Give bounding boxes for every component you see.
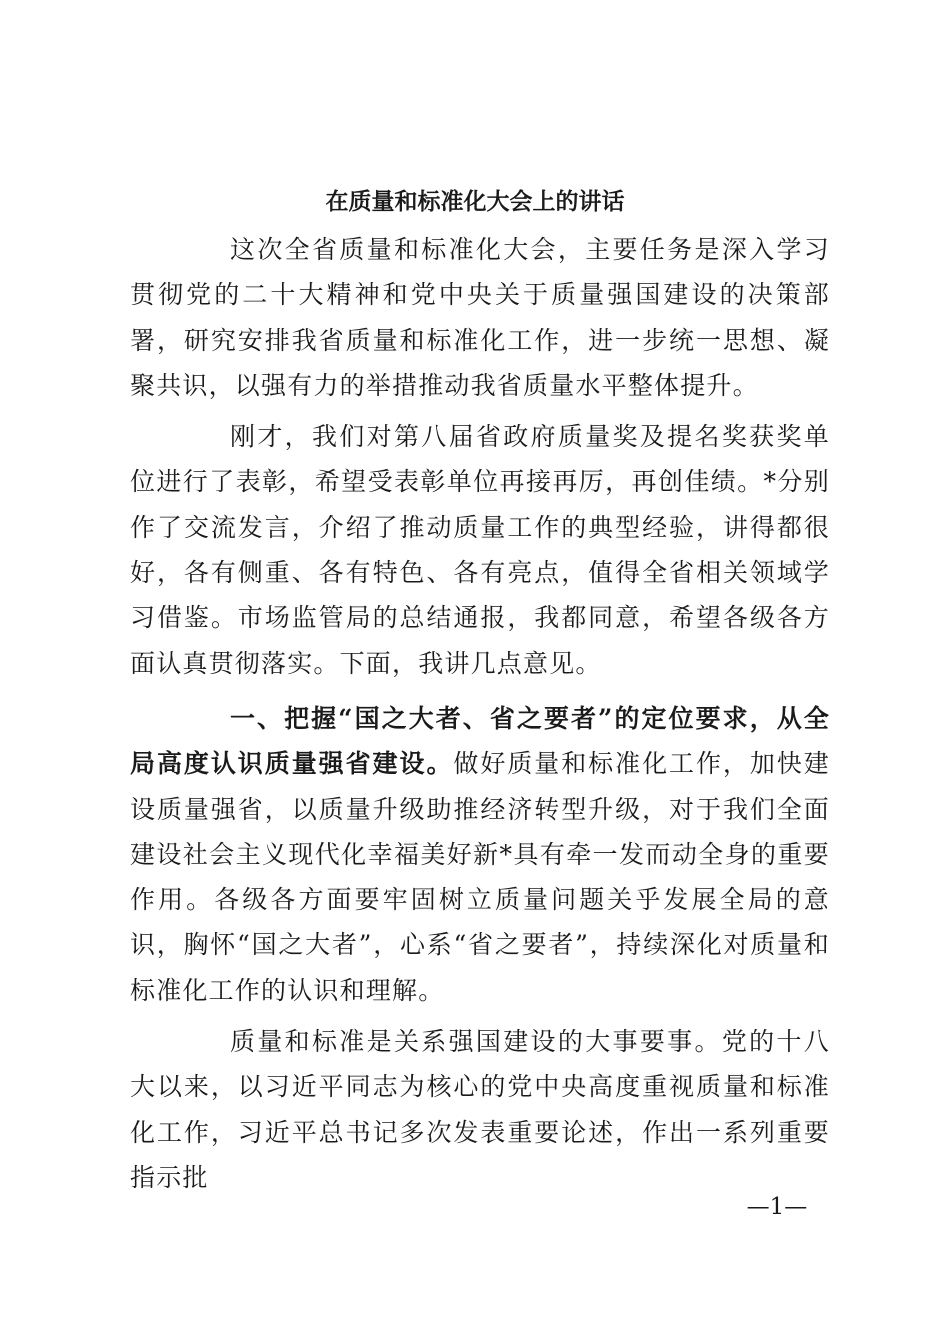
paragraph-1 xyxy=(130,227,830,408)
document-title: 在质量和标准化大会上的讲话 xyxy=(325,188,625,215)
paragraph-2 xyxy=(130,414,830,686)
paragraph-4-text: 质量和标准是关系强国建设的大事要事。党的十八大以来，以习近平同志为核心的党中央高度重视质量和标准化工作，习近平总书记多次发表重要论述，作出一系列重要指示批 xyxy=(130,1027,830,1192)
paragraph-2-text: 刚才，我们对第八届省政府质量奖及提名奖获奖单位进行了表彰，希望受表彰单位再接再厉，再创佳绩。*分别作了交流发言，介绍了推动质量工作的典型经验，讲得都很好，各有侧重、各有特色、各有亮点，值得全省相关领域学习借鉴。市场监管局的总结通报，我都同意，希望各级各方面认真贯彻落实。下面，我讲几点意见。 xyxy=(130,422,830,678)
paragraph-1-text: 这次全省质量和标准化大会，主要任务是深入学习贯彻党的二十大精神和党中央关于质量强国建设的决策部署，研究安排我省质量和标准化工作，进一步统一思想、凝聚共识，以强有力的举措推动我省质量水平整体提升。 xyxy=(130,235,830,400)
page-number: —1— xyxy=(746,1194,808,1220)
paragraph-4 xyxy=(130,1019,830,1200)
section-heading-1: 一、把握“国之大者、省之要者”的定位要求，从全局高度认识质量强省建设。 xyxy=(130,703,830,779)
paragraph-3-text: 做好质量和标准化工作，加快建设质量强省，以质量升级助推经济转型升级，对于我们全面建设社会主义现代化幸福美好新*具有牵一发而动全身的重要作用。各级各方面要牢固树立质量问题关乎发展全局的意识，胸怀“国之大者”，心系“省之要者”，持续深化对质量和标准化工作的认识和理解。 xyxy=(130,749,830,1005)
paragraph-3 xyxy=(130,696,830,1013)
document-body xyxy=(130,227,830,1206)
